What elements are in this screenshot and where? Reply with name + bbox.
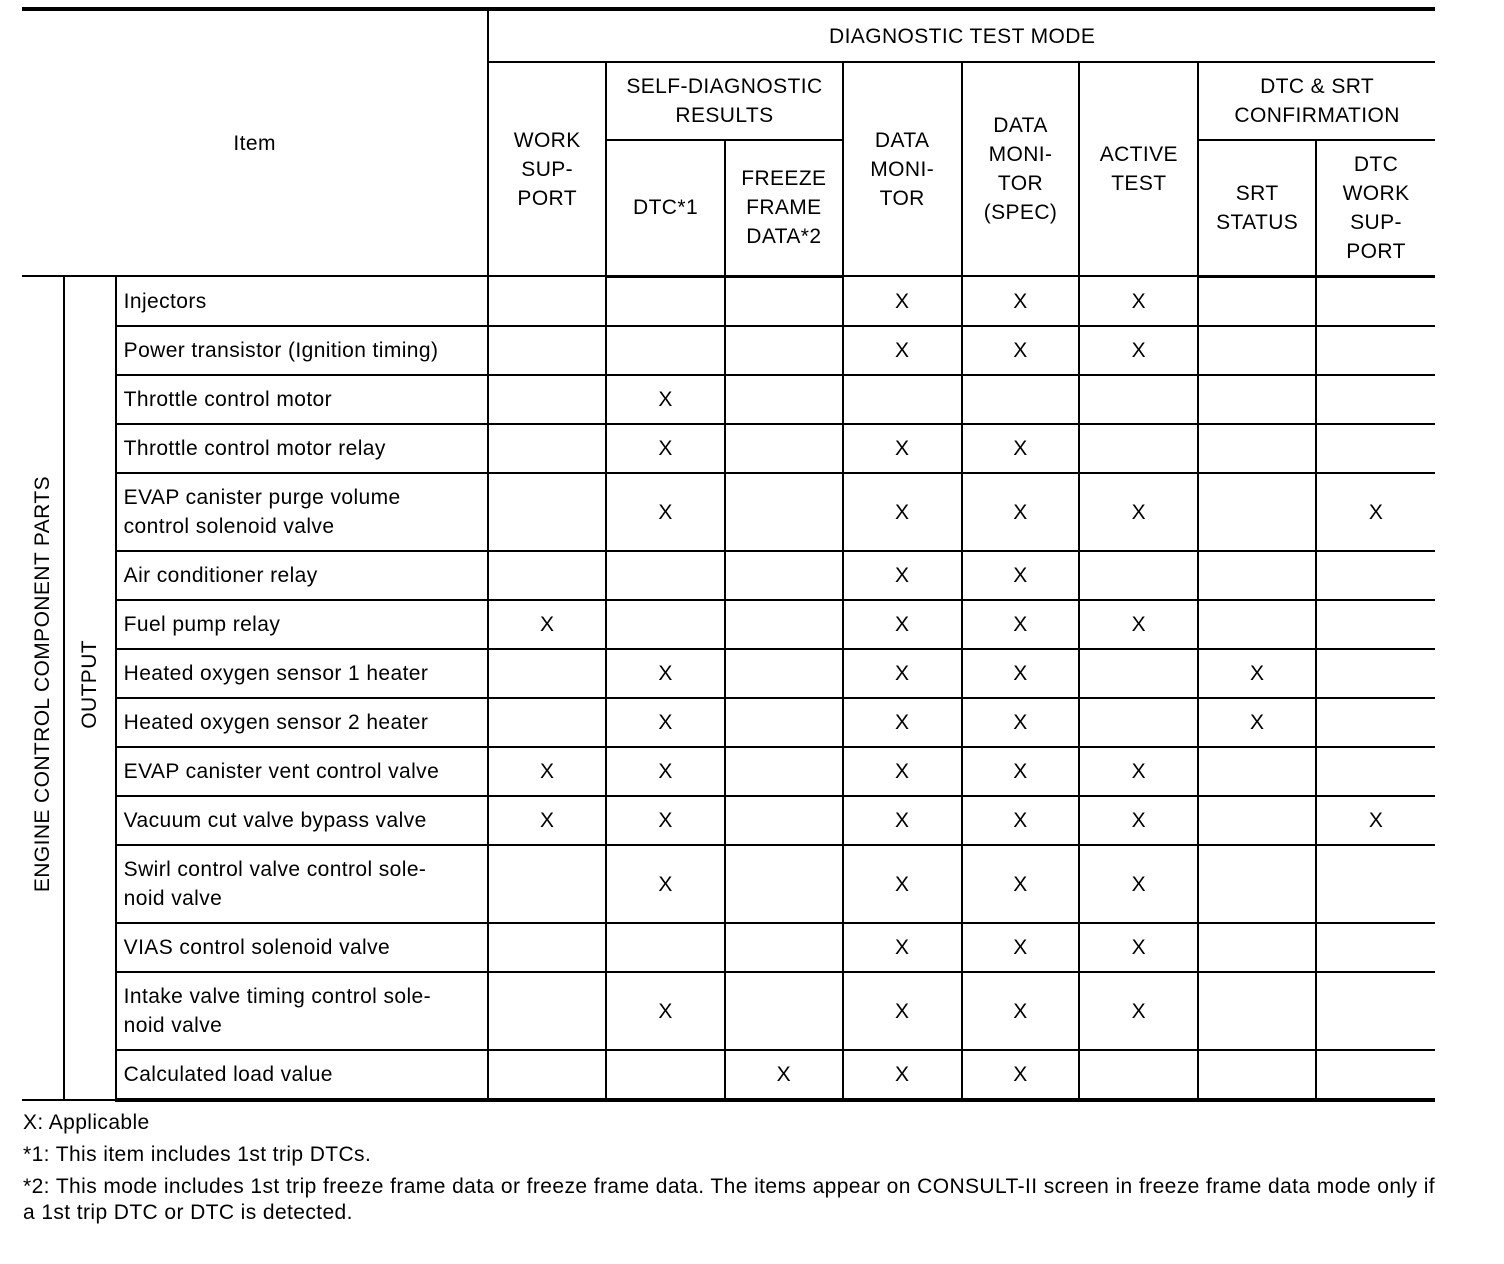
applicability-cell: X xyxy=(1198,649,1316,698)
applicability-cell xyxy=(1316,923,1435,972)
item-name: Heated oxygen sensor 1 heater xyxy=(116,649,489,698)
applicability-cell: X xyxy=(962,1050,1080,1100)
applicability-cell xyxy=(488,649,606,698)
srt-status-header: SRT STATUS xyxy=(1198,140,1316,276)
data-monitor-header: DATA MONI- TOR xyxy=(843,62,962,276)
applicability-cell xyxy=(1316,424,1435,473)
table-row xyxy=(22,473,1435,551)
applicability-cell: X xyxy=(1316,796,1435,845)
work-support-header: WORK SUP- PORT xyxy=(488,62,606,276)
applicability-cell xyxy=(1316,972,1435,1050)
applicability-cell xyxy=(1316,698,1435,747)
applicability-cell: X xyxy=(962,698,1080,747)
dtc-work-support-header: DTC WORK SUP- PORT xyxy=(1316,140,1435,276)
applicability-cell xyxy=(488,326,606,375)
applicability-cell xyxy=(1198,375,1316,424)
applicability-cell xyxy=(488,473,606,551)
table-row xyxy=(22,649,1435,698)
table-row xyxy=(22,276,1435,326)
freeze-frame-data-header: FREEZE FRAME DATA*2 xyxy=(725,140,843,276)
applicability-cell: X xyxy=(962,845,1080,923)
applicability-cell: X xyxy=(843,276,962,326)
table-row xyxy=(22,923,1435,972)
applicability-cell: X xyxy=(606,473,725,551)
applicability-cell: X xyxy=(1079,747,1198,796)
table-row xyxy=(22,1050,1435,1100)
applicability-cell: X xyxy=(843,972,962,1050)
item-name: Throttle control motor xyxy=(116,375,489,424)
dtc-srt-confirmation-header: DTC & SRT CONFIRMATION xyxy=(1198,62,1435,140)
applicability-cell xyxy=(1198,551,1316,600)
applicability-cell: X xyxy=(843,551,962,600)
applicability-cell: X xyxy=(962,276,1080,326)
applicability-cell: X xyxy=(843,326,962,375)
diagnostic-test-mode-table xyxy=(22,7,1435,1102)
applicability-cell: X xyxy=(606,845,725,923)
applicability-cell: X xyxy=(488,747,606,796)
applicability-cell: X xyxy=(1079,845,1198,923)
data-monitor-spec-header: DATA MONI- TOR (SPEC) xyxy=(962,62,1080,276)
table-row xyxy=(22,551,1435,600)
applicability-cell xyxy=(1198,424,1316,473)
applicability-cell xyxy=(488,424,606,473)
applicability-cell: X xyxy=(962,796,1080,845)
table-row xyxy=(22,845,1435,923)
applicability-cell: X xyxy=(843,845,962,923)
applicability-cell xyxy=(488,375,606,424)
applicability-cell xyxy=(1198,923,1316,972)
item-name: Vacuum cut valve bypass valve xyxy=(116,796,489,845)
applicability-cell xyxy=(725,551,843,600)
applicability-cell: X xyxy=(606,698,725,747)
applicability-cell xyxy=(1079,375,1198,424)
applicability-cell: X xyxy=(725,1050,843,1100)
subcategory-label: OUTPUT xyxy=(64,276,115,1100)
applicability-cell: X xyxy=(1079,600,1198,649)
applicability-cell xyxy=(1316,747,1435,796)
applicability-cell: X xyxy=(1079,276,1198,326)
applicability-cell xyxy=(488,698,606,747)
applicability-cell xyxy=(488,551,606,600)
applicability-cell xyxy=(1198,972,1316,1050)
table-row xyxy=(22,747,1435,796)
dtc-header: DTC*1 xyxy=(606,140,725,276)
applicability-cell xyxy=(1198,747,1316,796)
applicability-cell xyxy=(725,473,843,551)
item-name: Calculated load value xyxy=(116,1050,489,1100)
applicability-cell xyxy=(606,923,725,972)
applicability-cell xyxy=(1316,375,1435,424)
applicability-cell xyxy=(488,1050,606,1100)
applicability-cell xyxy=(606,276,725,326)
applicability-cell xyxy=(725,649,843,698)
applicability-cell xyxy=(725,600,843,649)
item-name: Throttle control motor relay xyxy=(116,424,489,473)
applicability-cell xyxy=(1079,649,1198,698)
applicability-cell: X xyxy=(962,600,1080,649)
applicability-cell: X xyxy=(1079,972,1198,1050)
item-name: VIAS control solenoid valve xyxy=(116,923,489,972)
table-row xyxy=(22,424,1435,473)
applicability-cell xyxy=(1316,649,1435,698)
applicability-cell: X xyxy=(843,424,962,473)
active-test-header: ACTIVE TEST xyxy=(1079,62,1198,276)
applicability-cell: X xyxy=(1198,698,1316,747)
applicability-cell xyxy=(1316,276,1435,326)
applicability-cell xyxy=(725,276,843,326)
applicability-cell: X xyxy=(962,747,1080,796)
applicability-cell xyxy=(606,551,725,600)
table-row xyxy=(22,698,1435,747)
applicability-cell xyxy=(488,276,606,326)
applicability-cell: X xyxy=(962,424,1080,473)
applicability-cell xyxy=(725,424,843,473)
applicability-cell: X xyxy=(962,326,1080,375)
applicability-cell: X xyxy=(606,796,725,845)
applicability-cell xyxy=(1079,424,1198,473)
item-name: Air conditioner relay xyxy=(116,551,489,600)
applicability-cell: X xyxy=(606,747,725,796)
table-row xyxy=(22,600,1435,649)
applicability-cell xyxy=(725,923,843,972)
applicability-cell xyxy=(1198,796,1316,845)
applicability-cell xyxy=(725,972,843,1050)
item-name: EVAP canister purge volume control solenoid valve xyxy=(116,473,489,551)
applicability-cell: X xyxy=(606,649,725,698)
item-name: EVAP canister vent control valve xyxy=(116,747,489,796)
applicability-cell xyxy=(606,1050,725,1100)
table-row xyxy=(22,375,1435,424)
table-row xyxy=(22,326,1435,375)
item-name: Heated oxygen sensor 2 heater xyxy=(116,698,489,747)
applicability-cell xyxy=(1316,551,1435,600)
applicability-cell xyxy=(1316,845,1435,923)
applicability-cell: X xyxy=(843,923,962,972)
applicability-cell: X xyxy=(1079,473,1198,551)
item-name: Swirl control valve control sole- noid valve xyxy=(116,845,489,923)
applicability-cell xyxy=(488,923,606,972)
applicability-cell xyxy=(725,845,843,923)
applicability-cell xyxy=(1198,473,1316,551)
applicability-cell: X xyxy=(1316,473,1435,551)
item-name: Injectors xyxy=(116,276,489,326)
applicability-cell: X xyxy=(1079,796,1198,845)
applicability-cell: X xyxy=(962,972,1080,1050)
applicability-cell xyxy=(725,326,843,375)
table-row xyxy=(22,972,1435,1050)
category-label: ENGINE CONTROL COMPONENT PARTS xyxy=(22,276,64,1100)
applicability-cell: X xyxy=(962,473,1080,551)
footnote-1: *1: This item includes 1st trip DTCs. xyxy=(23,1143,372,1166)
applicability-cell xyxy=(725,796,843,845)
item-name: Fuel pump relay xyxy=(116,600,489,649)
applicability-cell xyxy=(488,845,606,923)
applicability-cell xyxy=(606,600,725,649)
applicability-cell xyxy=(1198,845,1316,923)
applicability-cell xyxy=(1198,276,1316,326)
applicability-cell: X xyxy=(843,698,962,747)
applicability-cell: X xyxy=(1079,326,1198,375)
item-header: Item xyxy=(22,9,488,276)
applicability-cell: X xyxy=(843,796,962,845)
applicability-cell xyxy=(1316,1050,1435,1100)
applicability-cell xyxy=(843,375,962,424)
applicability-cell: X xyxy=(843,649,962,698)
applicability-cell xyxy=(962,375,1080,424)
applicability-cell xyxy=(1198,1050,1316,1100)
applicability-cell xyxy=(725,698,843,747)
applicability-cell xyxy=(1079,698,1198,747)
applicability-cell: X xyxy=(843,1050,962,1100)
item-name: Power transistor (Ignition timing) xyxy=(116,326,489,375)
applicability-cell xyxy=(1316,600,1435,649)
applicability-cell: X xyxy=(606,375,725,424)
applicability-cell xyxy=(606,326,725,375)
applicability-cell: X xyxy=(843,747,962,796)
footnotes xyxy=(23,1110,1435,1232)
applicability-cell: X xyxy=(488,600,606,649)
applicability-cell xyxy=(488,972,606,1050)
applicability-cell: X xyxy=(843,473,962,551)
applicability-cell xyxy=(1198,326,1316,375)
diagnostic-test-mode-header: DIAGNOSTIC TEST MODE xyxy=(488,9,1435,62)
applicability-cell xyxy=(725,747,843,796)
applicability-cell: X xyxy=(962,649,1080,698)
footnote-2: *2: This mode includes 1st trip freeze frame data or freeze frame data. The items appear on CONSULT-II screen in freeze frame data mode only if a 1st trip DTC or DTC is detected. xyxy=(23,1175,1435,1224)
applicability-cell: X xyxy=(962,551,1080,600)
item-name: Intake valve timing control sole- noid valve xyxy=(116,972,489,1050)
applicability-cell xyxy=(725,375,843,424)
applicability-cell: X xyxy=(488,796,606,845)
applicability-cell: X xyxy=(1079,923,1198,972)
applicability-cell xyxy=(1079,551,1198,600)
self-diagnostic-results-header: SELF-DIAGNOSTIC RESULTS xyxy=(606,62,843,140)
applicability-cell: X xyxy=(606,972,725,1050)
applicability-cell: X xyxy=(962,923,1080,972)
applicability-cell: X xyxy=(843,600,962,649)
applicability-cell xyxy=(1198,600,1316,649)
applicability-cell: X xyxy=(606,424,725,473)
table-row xyxy=(22,796,1435,845)
footnote-applicable: X: Applicable xyxy=(23,1111,150,1134)
applicability-cell xyxy=(1316,326,1435,375)
applicability-cell xyxy=(1079,1050,1198,1100)
